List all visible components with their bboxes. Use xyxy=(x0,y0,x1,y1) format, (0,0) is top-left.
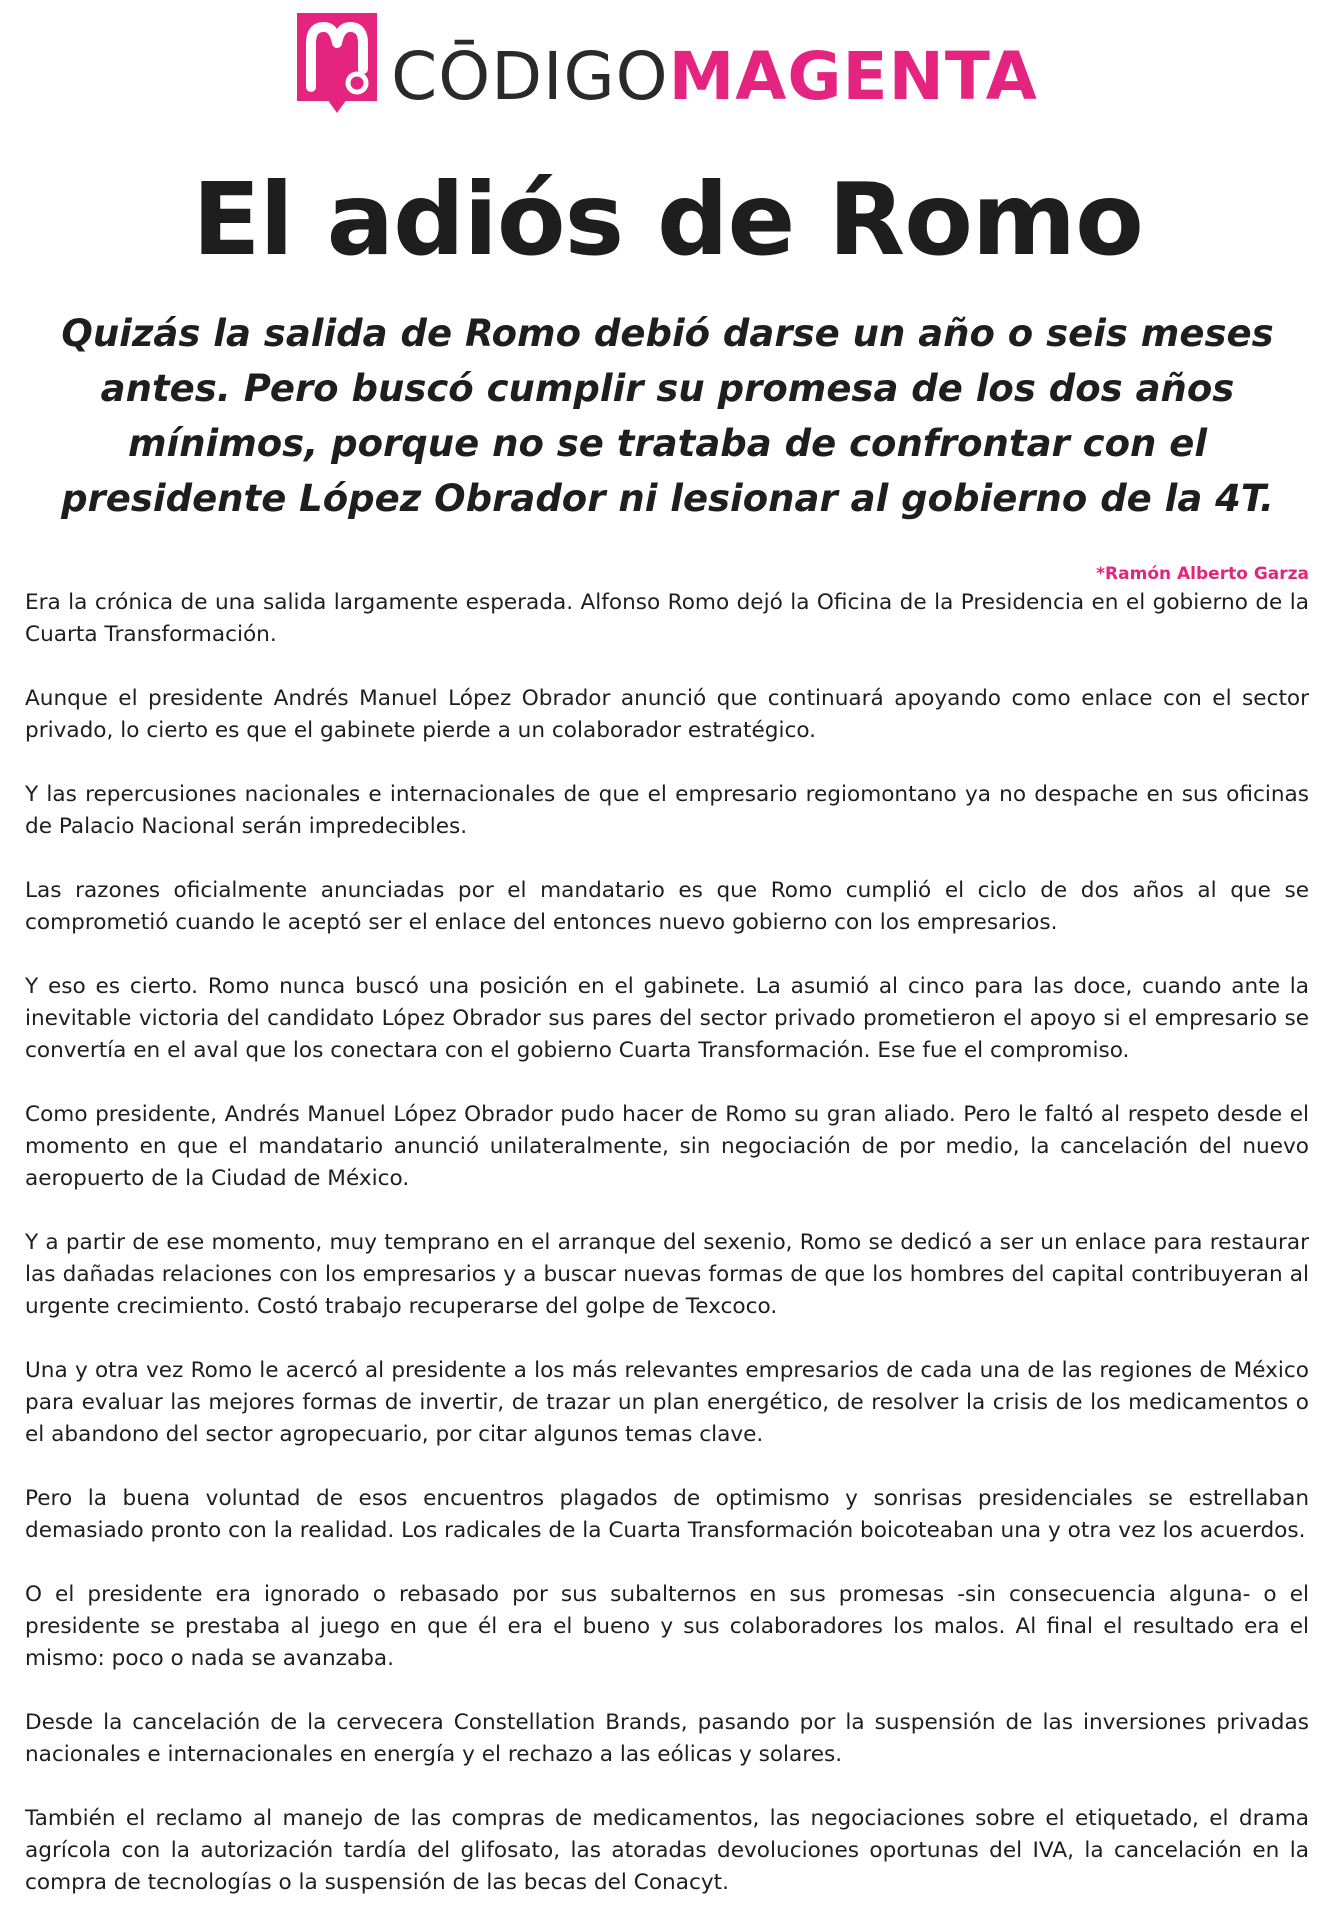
article-headline: El adiós de Romo xyxy=(192,161,1143,278)
article-paragraph: Como presidente, Andrés Manuel López Obrador pudo hacer de Romo su gran aliado. Pero le faltó al respeto desde el momento en que el mandatario anunció unilateralmente, sin negociación de por medio, la cancelación del nuevo aeropuerto de la Ciudad de México. xyxy=(25,1102,1309,1191)
article-body xyxy=(25,587,1309,1931)
masthead-logo[interactable] xyxy=(297,13,1038,133)
article-paragraph: Era la crónica de una salida largamente esperada. Alfonso Romo dejó la Oficina de la Presidencia en el gobierno de la Cuarta Transformación. xyxy=(25,590,1309,647)
article-paragraph: Y las repercusiones nacionales e internacionales de que el empresario regiomontano ya no despache en sus oficinas de Palacio Nacional serán impredecibles. xyxy=(25,782,1309,839)
article-paragraph: Aunque el presidente Andrés Manuel López Obrador anunció que continuará apoyando como enlace con el sector privado, lo cierto es que el gabinete pierde a un colaborador estratégico. xyxy=(25,686,1309,743)
article-paragraph: O el presidente era ignorado o rebasado por sus subalternos en sus promesas -sin consecuencia alguna- o el presidente se prestaba al juego en que él era el bueno y sus colaboradores los malos. Al final el resultado era el mismo: poco o nada se avanzaba. xyxy=(25,1582,1309,1671)
masthead-word-magenta: MAGENTA xyxy=(668,38,1038,115)
article-paragraph: Y a partir de ese momento, muy temprano en el arranque del sexenio, Romo se dedicó a ser un enlace para restaurar las dañadas relaciones con los empresarios y a buscar nuevas formas de que los hombres del capital contribuyeran al urgente crecimiento. Costó trabajo recuperarse del golpe de Texcoco. xyxy=(25,1230,1309,1319)
article-paragraph: También el reclamo al manejo de las compras de medicamentos, las negociaciones sobre el etiquetado, el drama agrícola con la autorización tardía del glifosato, las atoradas devoluciones oportunas del IVA, la cancelación en la compra de tecnologías o la suspensión de las becas del Conacyt. xyxy=(25,1806,1309,1895)
masthead-word-codigo: CŌDIGO xyxy=(391,38,669,115)
article-paragraph: Desde la cancelación de la cervecera Constellation Brands, pasando por la suspensión de las inversiones privadas nacionales e internacionales en energía y el rechazo a las eólicas y solares. xyxy=(25,1710,1309,1767)
article-paragraph: Y eso es cierto. Romo nunca buscó una posición en el gabinete. La asumió al cinco para las doce, cuando ante la inevitable victoria del candidato López Obrador sus pares del sector privado prometieron el apoyo si el empresario se convertía en el aval que los conectara con el gobierno Cuarta Transformación. Ese fue el compromiso. xyxy=(25,974,1309,1063)
masthead xyxy=(0,12,1335,134)
article-paragraph: Una y otra vez Romo le acercó al presidente a los más relevantes empresarios de cada una de las regiones de México para evaluar las mejores formas de invertir, de trazar un plan energético, de resolver la crisis de los medicamentos o el abandono del sector agropecuario, por citar algunos temas clave. xyxy=(25,1358,1309,1447)
masthead-wordmark xyxy=(391,38,1038,115)
m-speech-bubble-logo-icon xyxy=(297,13,377,133)
article-paragraph: Las razones oficialmente anunciadas por el mandatario es que Romo cumplió el ciclo de dos años al que se comprometió cuando le aceptó ser el enlace del entonces nuevo gobierno con los empresarios. xyxy=(25,878,1309,935)
article-paragraph: Pero la buena voluntad de esos encuentros plagados de optimismo y sonrisas presidenciales se estrellaban demasiado pronto con la realidad. Los radicales de la Cuarta Transformación boicoteaban una y otra vez los acuerdos. xyxy=(25,1486,1309,1543)
author-byline: *Ramón Alberto Garza xyxy=(1096,564,1309,584)
article-dek: Quizás la salida de Romo debió darse un año o seis meses antes. Pero buscó cumplir su promesa de los dos años mínimos, porque no se trataba de confrontar con el presidente López Obrador ni lesionar al gobierno de la 4T. xyxy=(61,312,1274,520)
